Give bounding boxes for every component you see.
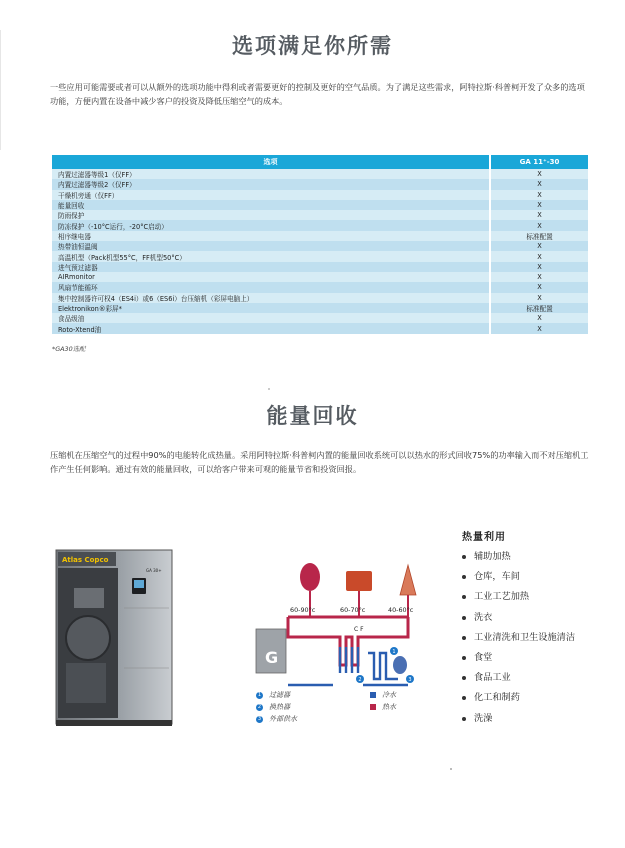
section-title-energy-recovery: 能量回收 xyxy=(266,404,359,428)
brand-logo-text: Atlas Copco xyxy=(62,556,109,564)
option-name-cell: 防雨保护 xyxy=(52,210,490,220)
option-name-cell: 进气预过滤器 xyxy=(52,262,490,272)
compressor-image xyxy=(54,548,174,728)
heat-use-item: 洗澡 xyxy=(462,712,575,732)
legend-item-hot-water: 热水 xyxy=(370,702,396,712)
heat-use-item: 工业清洗和卫生设施清洁 xyxy=(462,631,575,651)
option-name-cell: 内置过滤器等级2（仅FF） xyxy=(52,179,490,189)
legend-item-exchanger: 2 换热器 xyxy=(257,703,290,711)
table-row xyxy=(52,303,588,313)
decorative-dot xyxy=(450,768,452,770)
option-name-cell: AIRmonitor xyxy=(52,272,490,282)
temp-label-2: 60-70°c xyxy=(340,606,366,614)
option-name-cell: 集中控制器许可权4（ES4i）或6（ES6i）台压缩机（彩屏电脑上） xyxy=(52,293,490,303)
option-availability-cell: X xyxy=(490,282,588,292)
table-row xyxy=(52,241,588,251)
option-availability-cell: X xyxy=(490,293,588,303)
heat-use-item: 洗衣 xyxy=(462,611,575,631)
option-availability-cell: X xyxy=(490,313,588,323)
options-table xyxy=(52,155,588,334)
table-row xyxy=(52,200,588,210)
option-name-cell: 防冻保护（-10°C运行，-20°C启动） xyxy=(52,220,490,230)
table-row xyxy=(52,272,588,282)
temp-label-3: 40-60°c xyxy=(388,606,414,614)
water-tank-icon xyxy=(300,563,320,591)
heat-use-item: 工业工艺加热 xyxy=(462,590,575,610)
table-row xyxy=(52,323,588,333)
energy-recovery-paragraph: 压缩机在压缩空气的过程中90%的电能转化成热量。采用阿特拉斯·科普柯内置的能量回收系统可以以热水的形式回收75%的功率输入而不对压缩机工作产生任何影响。通过有效的能量回收，可以给客户带来可观的能量节省和投资回报。 xyxy=(50,450,589,474)
heat-use-item: 食堂 xyxy=(462,651,575,671)
option-availability-cell: X xyxy=(490,190,588,200)
option-name-cell: 高温机型（Pack机型55°C，FF机型50°C） xyxy=(52,251,490,261)
table-row xyxy=(52,313,588,323)
hot-water-loop xyxy=(288,617,408,665)
option-availability-cell: X xyxy=(490,251,588,261)
heat-use-item: 化工和制药 xyxy=(462,691,575,711)
heat-use-item: 仓库，车间 xyxy=(462,570,575,590)
section-title-options: 选项满足你所需 xyxy=(232,34,393,58)
diagram-compressor-letter: G xyxy=(265,648,279,667)
option-availability-cell: X xyxy=(490,200,588,210)
option-availability-cell: X xyxy=(490,323,588,333)
table-row xyxy=(52,262,588,272)
machine-model-text: GA 30+ xyxy=(146,568,162,573)
table-row xyxy=(52,282,588,292)
option-availability-cell: X xyxy=(490,262,588,272)
table-header-row xyxy=(52,155,588,169)
option-name-cell: 干燥机旁通（仅FF） xyxy=(52,190,490,200)
heat-use-item: 食品工业 xyxy=(462,671,575,691)
table-row xyxy=(52,220,588,230)
option-name-cell: Roto-Xtend油 xyxy=(52,323,490,333)
option-availability-cell: 标准配置 xyxy=(490,303,588,313)
option-availability-cell: X xyxy=(490,272,588,282)
option-availability-cell: 标准配置 xyxy=(490,231,588,241)
option-name-cell: 食品级油 xyxy=(52,313,490,323)
option-name-cell: 内置过滤器等级1（仅FF） xyxy=(52,169,490,179)
temp-label-1: 60-90°c xyxy=(290,606,316,614)
shower-icon xyxy=(400,565,416,595)
option-availability-cell: X xyxy=(490,220,588,230)
valve-label: C F xyxy=(354,626,364,633)
option-name-cell: 风扇节能循环 xyxy=(52,282,490,292)
table-row xyxy=(52,251,588,261)
radiator-icon xyxy=(346,571,372,591)
option-name-cell: 能量回收 xyxy=(52,200,490,210)
heat-use-item: 辅助加热 xyxy=(462,550,575,570)
heat-use-title: 热量利用 xyxy=(462,532,506,543)
option-availability-cell: X xyxy=(490,169,588,179)
option-name-cell: Elektronikon®彩屏* xyxy=(52,303,490,313)
table-row xyxy=(52,190,588,200)
cold-water-coil xyxy=(340,647,358,673)
table-header-model: GA 11⁺-30 xyxy=(490,155,588,169)
table-row xyxy=(52,179,588,189)
option-name-cell: 热带油恒温阀 xyxy=(52,241,490,251)
svg-text:1: 1 xyxy=(392,649,396,655)
table-row xyxy=(52,231,588,241)
option-availability-cell: X xyxy=(490,241,588,251)
table-row xyxy=(52,210,588,220)
svg-text:2: 2 xyxy=(358,677,362,683)
svg-text:3: 3 xyxy=(408,677,412,683)
table-row xyxy=(52,169,588,179)
table-footnote: *GA30选配 xyxy=(52,345,86,353)
options-intro-paragraph: 一些应用可能需要或者可以从额外的选项功能中得利或者需要更好的控制及更好的空气品质。为了满足这些需求，阿特拉斯·科普柯开发了众多的选项功能，方便内置在设备中减少客户的投资及降低压缩空气的成本。 xyxy=(50,82,585,106)
table-header-option: 选项 xyxy=(52,155,490,169)
options-table-body xyxy=(52,169,588,334)
table-row xyxy=(52,293,588,303)
option-availability-cell: X xyxy=(490,179,588,189)
heat-use-list xyxy=(462,550,575,732)
legend-item-cold-water: 冷水 xyxy=(370,690,396,700)
filter-cylinder-icon xyxy=(393,656,407,674)
option-name-cell: 相序继电器 xyxy=(52,231,490,241)
option-availability-cell: X xyxy=(490,210,588,220)
legend-item-filter: 1 过滤器 xyxy=(257,691,290,699)
decorative-dot xyxy=(268,388,270,390)
legend-item-water-supply: 3 外部供水 xyxy=(257,715,297,723)
